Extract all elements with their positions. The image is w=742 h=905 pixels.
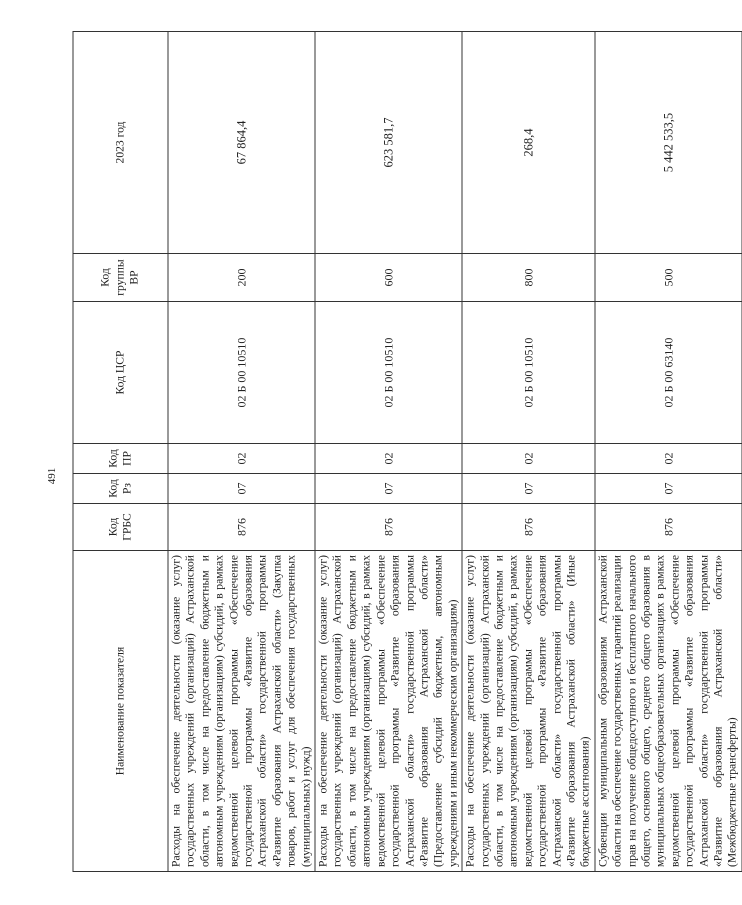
row-grbs: 876 xyxy=(595,504,742,551)
row-csr: 02 Б 00 63140 xyxy=(595,302,742,444)
header-name: Наименование показателя xyxy=(73,551,168,872)
row-pr: 02 xyxy=(315,444,462,474)
row-name: Расходы на обеспечение деятельности (оказание услуг) государственных учреждений (организаций) Астраханской области, в том числе на предоставление бюджетным и автономным учреждениям (организациям) субсидий, в рамках ведомственной целевой программы «Обеспечение государственной программы «Развитие образования Астраханской области» государственной программы «Развитие образования Астраханской области» (Предоставление субсидий бюджетным, автономным учреждениям и иным некоммерческим организациям) xyxy=(315,551,462,872)
row-rz: 07 xyxy=(315,474,462,504)
row-rz: 07 xyxy=(595,474,742,504)
table-row xyxy=(315,32,462,872)
row-name: Расходы на обеспечение деятельности (оказание услуг) государственных учреждений (организаций) Астраханской области, в том числе на предоставление бюджетным и автономным учреждениям (организациям) субсидий, в рамках ведомственной целевой программы «Обеспечение государственной программы «Развитие образования Астраханской области» государственной программы «Развитие образования Астраханской области» (Иные бюджетные ассигнования) xyxy=(462,551,595,872)
row-rz: 07 xyxy=(168,474,315,504)
row-sum: 268,4 xyxy=(462,32,595,254)
row-pr: 02 xyxy=(595,444,742,474)
row-csr: 02 Б 00 10510 xyxy=(462,302,595,444)
row-vr: 800 xyxy=(462,254,595,302)
row-csr: 02 Б 00 10510 xyxy=(315,302,462,444)
row-name: Расходы на обеспечение деятельности (оказание услуг) государственных учреждений (организаций) Астраханской области, в том числе на предоставление бюджетным и автономным учреждениям (организациям) субсидий, в рамках ведомственной целевой программы «Обеспечение государственной программы «Развитие образования Астраханской области» государственной программы «Развитие образования Астраханской области» (Закупка товаров, работ и услуг для обеспечения государственных (муниципальных) нужд) xyxy=(168,551,315,872)
page-number: 491 xyxy=(46,467,58,485)
row-grbs: 876 xyxy=(315,504,462,551)
table-row xyxy=(595,32,742,872)
row-grbs: 876 xyxy=(168,504,315,551)
header-grbs: Код ГРБС xyxy=(73,504,168,551)
row-pr: 02 xyxy=(168,444,315,474)
row-rz: 07 xyxy=(462,474,595,504)
row-vr: 500 xyxy=(595,254,742,302)
header-vr: Код группы ВР xyxy=(73,254,168,302)
header-pr: Код ПР xyxy=(73,444,168,474)
table-row xyxy=(168,32,315,872)
table-row xyxy=(462,32,595,872)
row-pr: 02 xyxy=(462,444,595,474)
row-vr: 600 xyxy=(315,254,462,302)
header-year: 2023 год xyxy=(73,32,168,254)
row-sum: 5 442 533,5 xyxy=(595,32,742,254)
row-sum: 623 581,7 xyxy=(315,32,462,254)
budget-table xyxy=(73,31,742,872)
table-header-row xyxy=(73,32,168,872)
row-vr: 200 xyxy=(168,254,315,302)
row-csr: 02 Б 00 10510 xyxy=(168,302,315,444)
header-rz: Код Рз xyxy=(73,474,168,504)
row-grbs: 876 xyxy=(462,504,595,551)
rotated-table-wrapper xyxy=(73,32,739,872)
row-name: Субвенции муниципальным образованиям Астраханской области на обеспечение государственных гарантий реализации прав на получение общедоступного и бесплатного начального общего, основного общего, среднего общего образования в муниципальных общеобразовательных организациях в рамках ведомственной целевой программы «Обеспечение государственной программы «Развитие образования Астраханской области» государственной программы «Развитие образования Астраханской области» (Межбюджетные трансферты) xyxy=(595,551,742,872)
header-csr: Код ЦСР xyxy=(73,302,168,444)
row-sum: 67 864,4 xyxy=(168,32,315,254)
